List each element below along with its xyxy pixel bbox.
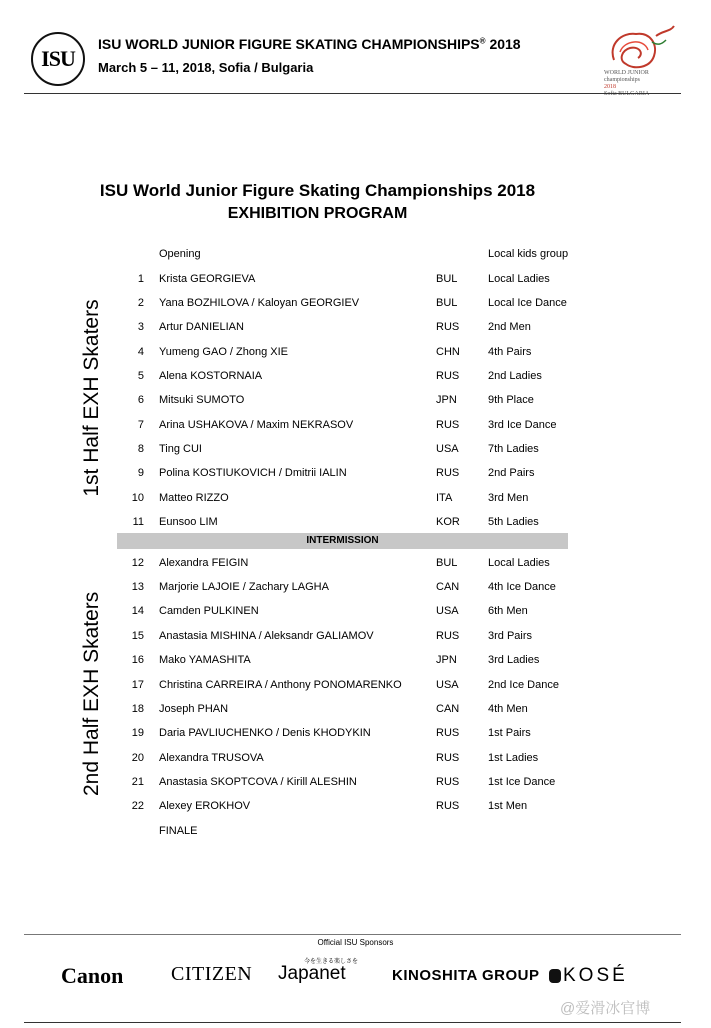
table-row	[0, 727, 711, 749]
table-row	[0, 654, 711, 676]
row-number: 22	[131, 800, 144, 812]
row-number: 7	[137, 419, 144, 431]
skater-name: Alexandra FEIGIN	[159, 557, 249, 569]
event-logo-line1: WORLD JUNIOR	[604, 70, 649, 76]
table-row	[0, 321, 711, 343]
skater-name: Mitsuki SUMOTO	[159, 394, 245, 406]
table-row	[0, 679, 711, 701]
skater-name: Alena KOSTORNAIA	[159, 370, 263, 382]
nation-code: USA	[436, 605, 459, 617]
registered-mark: ®	[479, 36, 486, 46]
event-logo-line2: championships	[604, 77, 640, 83]
row-number: 9	[137, 467, 144, 479]
table-row	[0, 630, 711, 652]
table-row	[0, 605, 711, 627]
group-label: 4th Ice Dance	[488, 581, 556, 593]
nation-code: KOR	[436, 516, 460, 528]
skater-name: Anastasia SKOPTCOVA / Kirill ALESHIN	[159, 776, 357, 788]
group-label: 1st Ladies	[488, 752, 539, 764]
table-row	[0, 443, 711, 465]
table-row	[0, 419, 711, 441]
group-label: 9th Place	[488, 394, 534, 406]
document-title: ISU World Junior Figure Skating Championships 2018	[99, 181, 536, 200]
row-number: 12	[131, 557, 144, 569]
footer-divider	[24, 934, 681, 935]
skater-name: Yana BOZHILOVA / Kaloyan GEORGIEV	[159, 297, 360, 309]
nation-code: RUS	[436, 467, 460, 479]
skater-name: Alexey EROKHOV	[159, 800, 251, 812]
skater-name: Ting CUI	[159, 443, 202, 455]
row-number: 6	[137, 394, 144, 406]
group-label: 3rd Pairs	[488, 630, 533, 642]
table-row	[0, 273, 711, 295]
nation-code: RUS	[436, 727, 460, 739]
document-subtitle: EXHIBITION PROGRAM	[227, 205, 408, 222]
group-label: Local Ladies	[488, 273, 550, 285]
kose-wordmark: KOSÉ	[563, 965, 628, 986]
skater-name: Anastasia MISHINA / Aleksandr GALIAMOV	[159, 630, 374, 642]
group-label: 4th Men	[488, 703, 528, 715]
header-divider	[24, 93, 681, 94]
nation-code: BUL	[436, 297, 458, 309]
skater-name: Alexandra TRUSOVA	[159, 752, 264, 764]
japanet-tagline: 今を生きる楽しさを	[304, 959, 359, 965]
header-title-year: 2018	[489, 36, 521, 52]
second-half-label: 2nd Half EXH Skaters	[80, 591, 103, 796]
group-label: 2nd Ice Dance	[488, 679, 559, 691]
sponsor-kose-logo	[549, 965, 628, 987]
group-label: 5th Ladies	[488, 516, 539, 528]
table-row	[0, 370, 711, 392]
table-header-row	[0, 248, 711, 270]
table-row	[0, 492, 711, 514]
nation-code: CAN	[436, 703, 460, 715]
table-row	[0, 346, 711, 368]
nation-code: CHN	[436, 346, 460, 358]
group-label: 1st Ice Dance	[488, 776, 556, 788]
group-label: 3rd Men	[488, 492, 529, 504]
group-label: 2nd Men	[488, 321, 531, 333]
sponsor-citizen-logo: CITIZEN	[171, 963, 253, 985]
skater-name: Arina USHAKOVA / Maxim NEKRASOV	[159, 419, 354, 431]
nation-code: JPN	[436, 394, 457, 406]
skater-name: Eunsoo LIM	[159, 516, 218, 528]
table-row	[0, 557, 711, 579]
row-number: 11	[132, 516, 144, 528]
nation-code: RUS	[436, 752, 460, 764]
row-number: 4	[137, 346, 144, 358]
intermission-bar: INTERMISSION	[117, 533, 568, 549]
japanet-wordmark: Japanet	[278, 963, 346, 984]
table-row	[0, 752, 711, 774]
row-number: 17	[131, 679, 144, 691]
row-number: 20	[131, 752, 144, 764]
kose-mark-icon	[549, 969, 561, 983]
event-logo-city: Sofia BULGARIA	[604, 91, 650, 97]
row-number: 8	[137, 443, 144, 455]
group-label: 2nd Ladies	[488, 370, 542, 382]
isu-logo-text: ISU	[41, 46, 75, 71]
opening-label: Opening	[159, 248, 201, 260]
row-number: 19	[131, 727, 144, 739]
skater-name: Krista GEORGIEVA	[159, 273, 256, 285]
row-number: 10	[131, 492, 144, 504]
nation-code: RUS	[436, 419, 460, 431]
finale-label: FINALE	[159, 825, 198, 837]
nation-code: JPN	[436, 654, 457, 666]
finale-row	[0, 825, 711, 847]
nation-code: USA	[436, 679, 459, 691]
row-number: 2	[137, 297, 144, 309]
row-number: 3	[137, 321, 144, 333]
sponsor-kinoshita-logo: KINOSHITA GROUP	[392, 967, 540, 984]
nation-code: RUS	[436, 321, 460, 333]
table-row	[0, 800, 711, 822]
row-number: 21	[131, 776, 144, 788]
bottom-divider	[24, 1022, 681, 1023]
group-label: 7th Ladies	[488, 443, 539, 455]
nation-code: RUS	[436, 800, 460, 812]
skater-name: Joseph PHAN	[159, 703, 229, 715]
row-number: 13	[131, 581, 144, 593]
table-row	[0, 394, 711, 416]
sponsors-caption: Official ISU Sponsors	[317, 938, 394, 947]
table-row	[0, 776, 711, 798]
group-label: 3rd Ice Dance	[488, 419, 557, 431]
table-row	[0, 297, 711, 319]
group-label: 4th Pairs	[488, 346, 532, 358]
skater-name: Marjorie LAJOIE / Zachary LAGHA	[159, 581, 329, 593]
group-label: 3rd Ladies	[488, 654, 540, 666]
nation-code: CAN	[436, 581, 460, 593]
sponsor-canon-logo: Canon	[61, 963, 124, 988]
nation-code: BUL	[436, 557, 458, 569]
skater-name: Yumeng GAO / Zhong XIE	[159, 346, 289, 358]
skater-name: Matteo RIZZO	[159, 492, 229, 504]
row-number: 16	[131, 654, 144, 666]
first-half-label: 1st Half EXH Skaters	[80, 299, 103, 497]
sponsor-japanet-logo	[278, 959, 359, 985]
skater-name: Polina KOSTIUKOVICH / Dmitrii IALIN	[159, 467, 347, 479]
group-label: 1st Men	[488, 800, 528, 812]
row-number: 14	[131, 605, 144, 617]
skater-name: Mako YAMASHITA	[159, 654, 251, 666]
skater-name: Camden PULKINEN	[159, 605, 259, 617]
nation-code: RUS	[436, 630, 460, 642]
event-logo-year: 2018	[604, 84, 616, 90]
row-number: 18	[131, 703, 144, 715]
skater-name: Daria PAVLIUCHENKO / Denis KHODYKIN	[159, 727, 371, 739]
nation-code: RUS	[436, 776, 460, 788]
weibo-watermark: @爱滑冰官博	[560, 1000, 651, 1017]
header-subtitle: March 5 – 11, 2018, Sofia / Bulgaria	[98, 60, 314, 75]
row-number: 1	[137, 273, 144, 285]
skater-name: Christina CARREIRA / Anthony PONOMARENKO	[159, 679, 402, 691]
nation-code: USA	[436, 443, 459, 455]
row-number: 15	[131, 630, 144, 642]
isu-logo	[31, 32, 85, 86]
table-row	[0, 703, 711, 725]
group-label: 2nd Pairs	[488, 467, 535, 479]
table-row	[0, 581, 711, 603]
nation-code: RUS	[436, 370, 460, 382]
header-title	[98, 36, 521, 52]
group-label: 1st Pairs	[488, 727, 531, 739]
header-title-main: ISU WORLD JUNIOR FIGURE SKATING CHAMPIONSHIPS	[98, 36, 480, 52]
group-label: Local Ice Dance	[488, 297, 567, 309]
skater-name: Artur DANIELIAN	[159, 321, 244, 333]
nation-code: BUL	[436, 273, 458, 285]
group-label: Local Ladies	[488, 557, 550, 569]
nation-code: ITA	[436, 492, 453, 504]
group-column-header: Local kids group	[488, 248, 569, 260]
row-number: 5	[137, 370, 144, 382]
group-label: 6th Men	[488, 605, 528, 617]
table-row	[0, 467, 711, 489]
